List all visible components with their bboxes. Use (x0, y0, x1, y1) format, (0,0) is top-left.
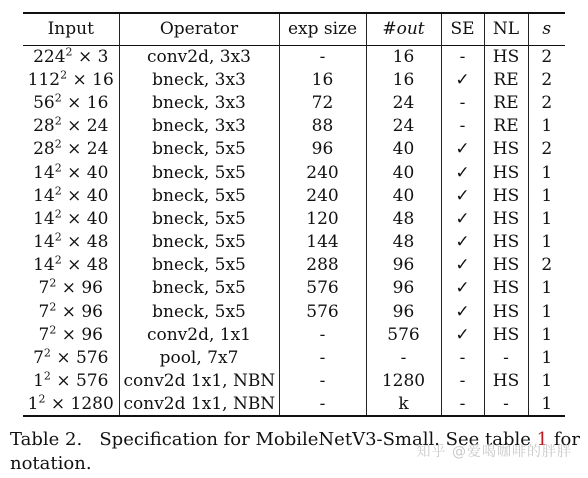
cell-se: ✓ (441, 254, 484, 277)
cell-nl: - (484, 393, 528, 416)
cell-exp-size: - (279, 346, 366, 369)
cell-s: 2 (528, 254, 565, 277)
cell-operator: pool, 7x7 (119, 346, 279, 369)
cell-out: 16 (366, 45, 441, 68)
cell-operator: conv2d, 1x1 (119, 323, 279, 346)
header-operator: Operator (119, 13, 279, 45)
cell-se: ✓ (441, 207, 484, 230)
input-rest: × 16 (72, 69, 114, 90)
cell-input (23, 184, 119, 207)
table-row (23, 323, 565, 346)
cell-s: 1 (528, 207, 565, 230)
cell-operator: bneck, 3x3 (119, 115, 279, 138)
input-base: 28 (33, 116, 55, 137)
input-exponent: 2 (49, 323, 57, 337)
input-rest: × 576 (56, 348, 109, 369)
cell-input (23, 161, 119, 184)
cell-s: 1 (528, 277, 565, 300)
cell-se: ✓ (441, 161, 484, 184)
cell-input (23, 300, 119, 323)
cell-exp-size: 96 (279, 138, 366, 161)
cell-se: - (441, 370, 484, 393)
table-row (23, 370, 565, 393)
cell-exp-size: 240 (279, 184, 366, 207)
cell-se: ✓ (441, 68, 484, 91)
cell-input (23, 393, 119, 416)
cell-exp-size: - (279, 393, 366, 416)
cell-out: 24 (366, 91, 441, 114)
cell-input (23, 115, 119, 138)
cell-out: 96 (366, 254, 441, 277)
input-exponent: 2 (49, 300, 57, 313)
cell-out: 96 (366, 277, 441, 300)
cell-se: ✓ (441, 300, 484, 323)
cell-exp-size: 240 (279, 161, 366, 184)
cell-nl: HS (484, 254, 528, 277)
cell-exp-size: 120 (279, 207, 366, 230)
cell-nl: HS (484, 138, 528, 161)
cell-exp-size: - (279, 45, 366, 68)
input-base: 14 (33, 208, 55, 229)
cell-operator: conv2d 1x1, NBN (119, 393, 279, 416)
cell-out: 24 (366, 115, 441, 138)
cell-nl: HS (484, 161, 528, 184)
input-exponent: 2 (49, 276, 57, 290)
input-base: 112 (27, 69, 61, 90)
table-row (23, 115, 565, 138)
cell-input (23, 231, 119, 254)
input-exponent: 2 (54, 91, 62, 105)
input-exponent: 2 (54, 114, 62, 128)
input-rest: × 96 (61, 324, 103, 345)
cell-input (23, 207, 119, 230)
table-row (23, 300, 565, 323)
cell-s: 1 (528, 393, 565, 416)
cell-out: 1280 (366, 370, 441, 393)
cell-exp-size: - (279, 323, 366, 346)
input-base: 28 (33, 139, 55, 160)
input-exponent: 2 (38, 392, 46, 406)
cell-operator: conv2d 1x1, NBN (119, 370, 279, 393)
cell-input (23, 346, 119, 369)
input-rest: × 40 (67, 185, 109, 206)
input-base: 7 (38, 301, 50, 322)
cell-s: 1 (528, 300, 565, 323)
cell-s: 1 (528, 370, 565, 393)
cell-s: 2 (528, 138, 565, 161)
caption-text-before: Specification for MobileNetV3-Small. See table (99, 429, 537, 450)
cell-nl: HS (484, 231, 528, 254)
cell-nl: HS (484, 207, 528, 230)
input-exponent: 2 (54, 184, 62, 198)
input-base: 14 (33, 162, 55, 183)
cell-nl: - (484, 346, 528, 369)
cell-out: 40 (366, 184, 441, 207)
cell-input (23, 323, 119, 346)
input-exponent: 2 (54, 230, 62, 244)
cell-se: ✓ (441, 138, 484, 161)
cell-operator: bneck, 5x5 (119, 254, 279, 277)
table-row (23, 277, 565, 300)
input-rest: × 48 (67, 255, 109, 276)
input-base: 1 (27, 393, 39, 414)
cell-out: 16 (366, 68, 441, 91)
cell-se: ✓ (441, 323, 484, 346)
input-exponent: 2 (60, 68, 68, 82)
input-base: 14 (33, 185, 55, 206)
input-rest: × 24 (67, 139, 109, 160)
cell-s: 1 (528, 115, 565, 138)
input-exponent: 2 (43, 369, 51, 383)
input-base: 7 (38, 278, 50, 299)
cell-s: 2 (528, 91, 565, 114)
cell-nl: HS (484, 277, 528, 300)
cell-nl: HS (484, 300, 528, 323)
cell-operator: bneck, 3x3 (119, 91, 279, 114)
caption-text-after: for notation. (10, 429, 580, 474)
cell-exp-size: 72 (279, 91, 366, 114)
table-body (23, 45, 565, 416)
cell-exp-size: 16 (279, 68, 366, 91)
table-row (23, 184, 565, 207)
cell-exp-size: - (279, 370, 366, 393)
input-base: 14 (33, 232, 55, 253)
cell-s: 2 (528, 45, 565, 68)
input-base: 224 (33, 46, 66, 67)
input-rest: × 40 (67, 208, 109, 229)
cell-input (23, 138, 119, 161)
input-base: 14 (33, 255, 55, 276)
cell-input (23, 45, 119, 68)
cell-se: ✓ (441, 277, 484, 300)
cell-out: - (366, 346, 441, 369)
table-row (23, 161, 565, 184)
input-rest: × 96 (61, 278, 103, 299)
cell-nl: HS (484, 184, 528, 207)
table-row (23, 91, 565, 114)
input-exponent: 2 (43, 346, 51, 360)
cell-nl: HS (484, 323, 528, 346)
cell-input (23, 254, 119, 277)
cell-s: 1 (528, 161, 565, 184)
header-s: s (528, 13, 565, 45)
cell-operator: bneck, 5x5 (119, 300, 279, 323)
header-nl: NL (484, 13, 528, 45)
cell-out: 576 (366, 323, 441, 346)
spec-table (23, 12, 565, 417)
header-out: #out (366, 13, 441, 45)
cell-input (23, 277, 119, 300)
cell-operator: conv2d, 3x3 (119, 45, 279, 68)
cell-se: - (441, 346, 484, 369)
input-rest: × 96 (61, 301, 103, 322)
cell-nl: HS (484, 370, 528, 393)
input-exponent: 2 (65, 45, 73, 59)
cell-exp-size: 576 (279, 277, 366, 300)
cell-out: k (366, 393, 441, 416)
cell-se: ✓ (441, 231, 484, 254)
input-exponent: 2 (54, 207, 62, 221)
input-rest: × 576 (56, 371, 109, 392)
table-row (23, 393, 565, 416)
cell-operator: bneck, 5x5 (119, 207, 279, 230)
table-row (23, 138, 565, 161)
cell-operator: bneck, 5x5 (119, 277, 279, 300)
input-rest: × 3 (77, 46, 109, 67)
cell-nl: HS (484, 45, 528, 68)
watermark: 知乎 @爱喝咖啡的胖胖 (416, 444, 572, 460)
input-rest: × 48 (67, 232, 109, 253)
cell-input (23, 91, 119, 114)
cell-nl: RE (484, 68, 528, 91)
input-base: 1 (33, 371, 44, 392)
cell-s: 1 (528, 231, 565, 254)
caption-table-ref[interactable]: 1 (536, 429, 549, 450)
cell-out: 48 (366, 231, 441, 254)
cell-operator: bneck, 5x5 (119, 231, 279, 254)
table-row (23, 254, 565, 277)
cell-se: - (441, 91, 484, 114)
input-base: 7 (38, 324, 50, 345)
cell-exp-size: 88 (279, 115, 366, 138)
table-row (23, 68, 565, 91)
cell-s: 2 (528, 68, 565, 91)
cell-exp-size: 144 (279, 231, 366, 254)
header-input: Input (47, 19, 94, 40)
cell-exp-size: 576 (279, 300, 366, 323)
cell-s: 1 (528, 184, 565, 207)
cell-s: 1 (528, 346, 565, 369)
cell-input (23, 68, 119, 91)
cell-out: 40 (366, 138, 441, 161)
cell-operator: bneck, 3x3 (119, 68, 279, 91)
cell-se: - (441, 45, 484, 68)
cell-operator: bneck, 5x5 (119, 161, 279, 184)
header-exp-size: exp size (279, 13, 366, 45)
cell-se: - (441, 393, 484, 416)
table-row (23, 231, 565, 254)
cell-out: 48 (366, 207, 441, 230)
input-rest: × 24 (67, 116, 109, 137)
cell-input (23, 370, 119, 393)
cell-se: - (441, 115, 484, 138)
table-row (23, 207, 565, 230)
cell-out: 40 (366, 161, 441, 184)
cell-exp-size: 288 (279, 254, 366, 277)
cell-operator: bneck, 5x5 (119, 138, 279, 161)
table-row (23, 45, 565, 68)
input-exponent: 2 (54, 253, 62, 267)
input-rest: × 1280 (50, 393, 114, 414)
cell-se: ✓ (441, 184, 484, 207)
cell-operator: bneck, 5x5 (119, 184, 279, 207)
table-header-row (23, 13, 565, 45)
input-rest: × 40 (67, 162, 109, 183)
cell-nl: RE (484, 91, 528, 114)
input-base: 56 (33, 92, 55, 113)
cell-out: 96 (366, 300, 441, 323)
cell-s: 1 (528, 323, 565, 346)
input-exponent: 2 (54, 137, 62, 151)
caption-label: Table 2. (10, 429, 83, 450)
header-se: SE (441, 13, 484, 45)
input-base: 7 (33, 348, 44, 369)
cell-nl: RE (484, 115, 528, 138)
input-rest: × 16 (67, 92, 109, 113)
input-exponent: 2 (54, 160, 62, 174)
table-row (23, 346, 565, 369)
